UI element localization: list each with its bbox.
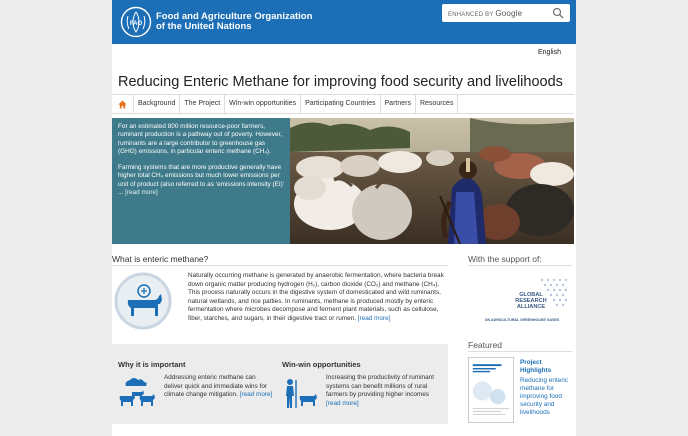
nav-the-project[interactable]: The Project (180, 95, 225, 113)
nav-background[interactable]: Background (134, 95, 180, 113)
org-name-line2: of the United Nations (156, 21, 252, 32)
fao-logo-icon[interactable] (120, 6, 152, 38)
gra-line3: ALLIANCE (516, 304, 546, 310)
nav-resources[interactable]: Resources (416, 95, 458, 113)
search-google-text: Google (495, 9, 523, 18)
why-read-more-link[interactable]: [read more] (239, 391, 273, 398)
search-input[interactable] (442, 4, 570, 22)
site-header (112, 0, 576, 44)
org-name[interactable] (156, 12, 346, 32)
hero-text-panel (112, 118, 290, 244)
fao-logo-text: FAO (129, 21, 143, 27)
hero-banner (112, 118, 574, 244)
what-body-text: Naturally occurring methane is generated by anaerobic fermentation, where bacteria break down organic matter producing hydrogen (H₂), carbon dioxide (CO₂) and methane (CH₄). This process naturally occurs in the digestive system of domesticated and wild ruminants, natural wetlands, and rice patties. In ruminants, methane is produced mostly by enteric fermentation where microbes decompose and ferment plant materials, such as cellulose, fiber, starches, and sugars, in their digestive tract or rumen. (188, 272, 444, 322)
search-enhanced-text: ENHANCED BY (448, 12, 494, 18)
featured-item-description[interactable]: Reducing enteric methane for improving food security and livelihoods (520, 377, 568, 416)
winwin-read-more-link[interactable]: [read more] (326, 399, 359, 407)
nav-home[interactable] (112, 95, 134, 113)
search-label (448, 9, 522, 18)
importance-panel (112, 344, 448, 424)
hero-paragraph-2-text: Farming systems that are more productive generally have higher total CH₄ emissions but much lower emissions per unit of product (also referred to as ‘emissions intensity (EI)’ ... (118, 164, 284, 197)
herder-cattle-photo (290, 118, 574, 244)
gra-line2: RESEARCH (515, 298, 547, 304)
nav-win-win[interactable]: Win-win opportunities (225, 95, 301, 113)
page-container (112, 0, 576, 436)
winwin-text (326, 374, 444, 408)
main-nav (112, 94, 574, 114)
hero-read-more-link[interactable]: [read more] (125, 189, 158, 197)
farmer-cattle-icon (282, 376, 322, 410)
language-link[interactable]: English (538, 49, 561, 56)
cattle-herd-icon (118, 376, 158, 410)
what-section-title: What is enteric methane? (112, 254, 209, 264)
nav-participating-countries[interactable]: Participating Countries (301, 95, 380, 113)
nav-partners[interactable]: Partners (381, 95, 416, 113)
winwin-body-text: Increasing the productivity of ruminant systems can benefit millions of rural farmers by providing higher incomes (326, 374, 434, 398)
report-cover-thumbnail[interactable] (468, 357, 514, 423)
home-icon (118, 100, 127, 109)
support-title: With the support of: (468, 254, 542, 264)
why-text (164, 374, 274, 400)
search-icon[interactable] (552, 7, 564, 19)
what-read-more-link[interactable]: [read more] (357, 314, 391, 322)
cow-methane-icon (114, 272, 172, 330)
gra-line1: GLOBAL (519, 292, 543, 298)
gra-subtitle: ON AGRICULTURAL GREENHOUSE GASES (484, 318, 560, 322)
winwin-title: Win-win opportunities (282, 360, 361, 369)
divider (112, 265, 448, 266)
hero-paragraph-2 (118, 164, 284, 197)
featured-item-title[interactable]: Project Highlights (520, 359, 552, 374)
featured-title: Featured (468, 340, 503, 350)
gra-logo-text[interactable] (490, 292, 572, 310)
why-title: Why it is important (118, 360, 186, 369)
why-body-text: Addressing enteric methane can deliver quick and immediate wins for climate change mitigation. (164, 374, 268, 398)
what-section-text (188, 272, 450, 323)
divider (468, 265, 572, 266)
hero-paragraph-1: For an estimated 800 million resource-poor farmers, ruminant production is a pathway out of poverty. However, ruminants are a large contributor to greenhouse gas (GHG) emissions, in particular enteric methane (CH₄). (118, 123, 282, 155)
divider (468, 351, 572, 352)
page-title: Reducing Enteric Methane for improving food security and livelihoods (118, 74, 563, 90)
org-name-line1: Food and Agriculture Organization (156, 11, 313, 22)
